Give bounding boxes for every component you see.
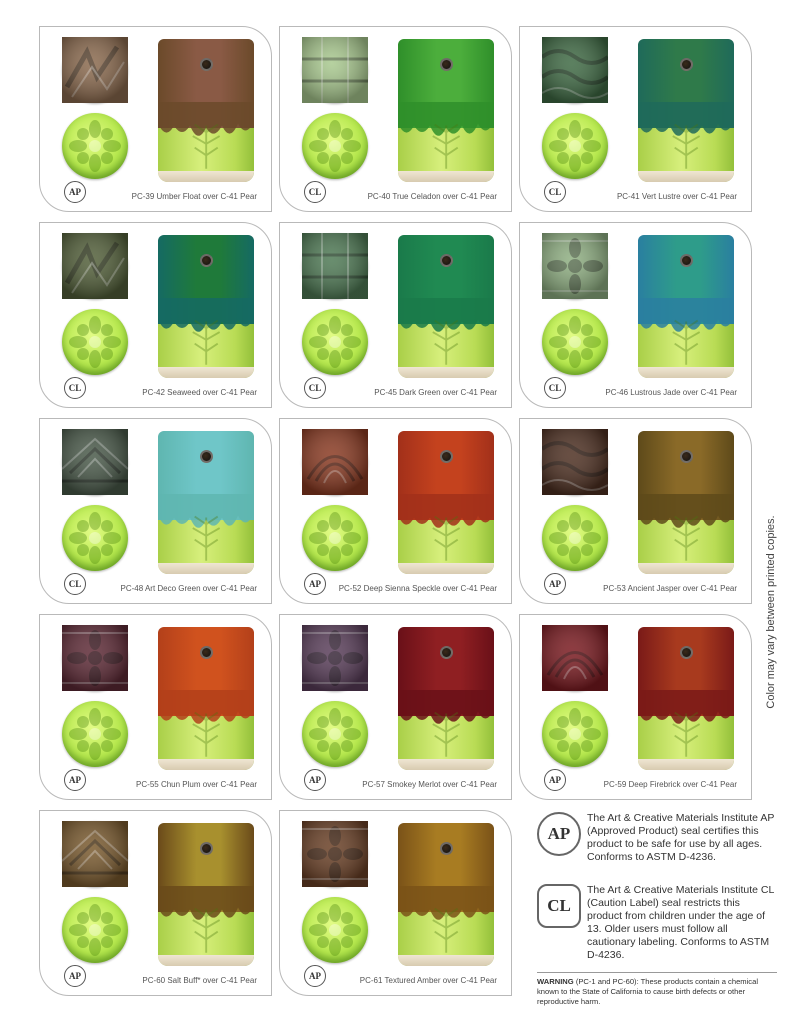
- pot-hole: [200, 450, 213, 463]
- glaze-test-tile: [302, 37, 368, 103]
- glaze-test-tile: [62, 429, 128, 495]
- acmi-seal-icon: AP: [64, 769, 86, 791]
- acmi-seal-icon: CL: [544, 377, 566, 399]
- pot-hole: [200, 58, 213, 71]
- glazed-pot-sample: [638, 431, 734, 574]
- ap-seal-icon: AP: [537, 812, 581, 856]
- pear-base-tile: [62, 701, 128, 767]
- glazed-pot-sample: [638, 235, 734, 378]
- pear-base-tile: [62, 113, 128, 179]
- glazed-pot-sample: [158, 431, 254, 574]
- pot-hole: [200, 254, 213, 267]
- product-caption: PC-39 Umber Float over C-41 Pear: [131, 192, 257, 201]
- acmi-seal-icon: AP: [304, 769, 326, 791]
- pear-base-tile: [542, 309, 608, 375]
- product-card: [279, 222, 512, 408]
- glazed-pot-sample: [638, 39, 734, 182]
- glaze-test-tile: [302, 821, 368, 887]
- pot-hole: [680, 58, 693, 71]
- warning-label: WARNING: [537, 977, 574, 986]
- cl-legend-text: The Art & Creative Materials Institute CL (Caution Label) seal restricts this product from children under the age of 13. Older users must follow all cautionary labeling. Conforms to ASTM D-4236.: [587, 884, 774, 961]
- pot-hole: [440, 58, 453, 71]
- pear-base-tile: [302, 309, 368, 375]
- product-card: [279, 418, 512, 604]
- glaze-test-tile: [542, 37, 608, 103]
- acmi-seal-icon: CL: [64, 573, 86, 595]
- acmi-seal-icon: CL: [544, 181, 566, 203]
- product-card: [39, 222, 272, 408]
- product-caption: PC-59 Deep Firebrick over C-41 Pear: [603, 780, 737, 789]
- pear-base-tile: [302, 897, 368, 963]
- pear-base-tile: [542, 113, 608, 179]
- pot-hole: [440, 842, 453, 855]
- acmi-seal-icon: AP: [544, 573, 566, 595]
- pot-hole: [680, 254, 693, 267]
- pot-hole: [440, 646, 453, 659]
- glazed-pot-sample: [398, 431, 494, 574]
- pear-base-tile: [62, 309, 128, 375]
- glaze-test-tile: [62, 233, 128, 299]
- glazed-pot-sample: [398, 627, 494, 770]
- glazed-pot-sample: [638, 627, 734, 770]
- acmi-seal-icon: AP: [64, 181, 86, 203]
- product-card: [519, 418, 752, 604]
- glaze-test-tile: [302, 429, 368, 495]
- product-caption: PC-45 Dark Green over C-41 Pear: [374, 388, 497, 397]
- cl-seal-icon: CL: [537, 884, 581, 928]
- acmi-seal-icon: AP: [304, 573, 326, 595]
- color-variance-note: Color may vary between printed copies.: [765, 515, 777, 709]
- pear-base-tile: [302, 113, 368, 179]
- product-card: [39, 614, 272, 800]
- glazed-pot-sample: [398, 823, 494, 966]
- product-caption: PC-60 Salt Buff* over C-41 Pear: [142, 976, 257, 985]
- product-card: [519, 614, 752, 800]
- product-card: [39, 810, 272, 996]
- acmi-seal-icon: AP: [304, 965, 326, 987]
- product-card: [39, 418, 272, 604]
- pot-hole: [680, 646, 693, 659]
- pear-base-tile: [302, 701, 368, 767]
- product-caption: PC-61 Textured Amber over C-41 Pear: [359, 976, 497, 985]
- glazed-pot-sample: [158, 823, 254, 966]
- product-card: [279, 810, 512, 996]
- glaze-test-tile: [542, 625, 608, 691]
- ap-legend-text: The Art & Creative Materials Institute AP (Approved Product) seal certifies this product to be safe for use by all ages. Conforms to ASTM D-4236.: [587, 812, 775, 863]
- glazed-pot-sample: [158, 235, 254, 378]
- glazed-pot-sample: [398, 235, 494, 378]
- pot-hole: [680, 450, 693, 463]
- acmi-seal-icon: AP: [544, 769, 566, 791]
- product-card: [279, 614, 512, 800]
- warning-text: (PC-1 and PC-60): These products contain a chemical known to the State of California to cause birth defects or other reproductive harm.: [537, 977, 759, 1006]
- pear-base-tile: [62, 505, 128, 571]
- product-card: [279, 26, 512, 212]
- glaze-test-tile: [302, 625, 368, 691]
- product-caption: PC-40 True Celadon over C-41 Pear: [367, 192, 497, 201]
- glaze-test-tile: [62, 37, 128, 103]
- pot-hole: [200, 646, 213, 659]
- product-caption: PC-41 Vert Lustre over C-41 Pear: [616, 192, 737, 201]
- product-card: [519, 26, 752, 212]
- product-card: [519, 222, 752, 408]
- glaze-test-tile: [542, 429, 608, 495]
- pear-base-tile: [302, 505, 368, 571]
- glaze-test-tile: [302, 233, 368, 299]
- pot-hole: [440, 254, 453, 267]
- acmi-seal-icon: CL: [304, 181, 326, 203]
- product-caption: PC-55 Chun Plum over C-41 Pear: [136, 780, 257, 789]
- product-caption: PC-42 Seaweed over C-41 Pear: [142, 388, 257, 397]
- acmi-seal-icon: AP: [64, 965, 86, 987]
- acmi-seal-icon: CL: [64, 377, 86, 399]
- product-caption: PC-57 Smokey Merlot over C-41 Pear: [362, 780, 497, 789]
- product-caption: PC-46 Lustrous Jade over C-41 Pear: [605, 388, 737, 397]
- glaze-test-tile: [62, 625, 128, 691]
- product-caption: PC-52 Deep Sienna Speckle over C-41 Pear: [338, 584, 497, 593]
- pear-base-tile: [62, 897, 128, 963]
- product-caption: PC-48 Art Deco Green over C-41 Pear: [120, 584, 257, 593]
- glazed-pot-sample: [158, 39, 254, 182]
- glazed-pot-sample: [398, 39, 494, 182]
- product-card: [39, 26, 272, 212]
- product-caption: PC-53 Ancient Jasper over C-41 Pear: [603, 584, 737, 593]
- glaze-test-tile: [62, 821, 128, 887]
- pear-base-tile: [542, 701, 608, 767]
- pot-hole: [200, 842, 213, 855]
- pot-hole: [440, 450, 453, 463]
- acmi-seal-icon: CL: [304, 377, 326, 399]
- pear-base-tile: [542, 505, 608, 571]
- prop65-warning: [537, 972, 777, 1007]
- glaze-test-tile: [542, 233, 608, 299]
- glazed-pot-sample: [158, 627, 254, 770]
